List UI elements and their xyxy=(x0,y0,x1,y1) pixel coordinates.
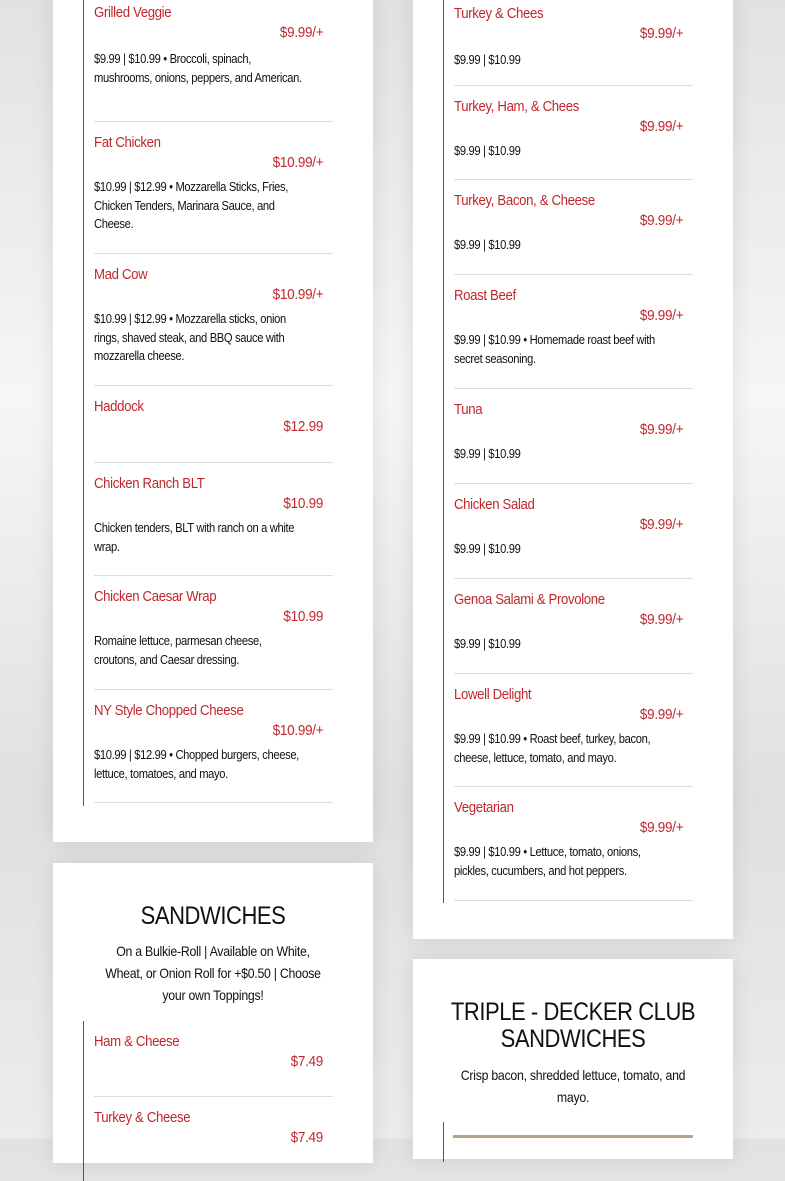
menu-item-description: $9.99 | $10.99 • Lettuce, tomato, onions, pickles, cucumbers, and hot peppers. xyxy=(454,844,641,878)
menu-item-list xyxy=(83,1021,334,1181)
menu-item-name: Turkey & Cheese xyxy=(94,1109,191,1126)
menu-item-price: $10.99 xyxy=(283,608,323,625)
menu-item-price: $7.49 xyxy=(290,1053,323,1070)
section-subtitle-text: Crisp bacon, shredded lettuce, tomato, and mayo. xyxy=(460,1067,686,1105)
menu-item-description: $10.99 | $12.99 • Mozzarella Sticks, Fries, Chicken Tenders, Marinara Sauce, and Cheese. xyxy=(94,179,288,232)
menu-item-description: $9.99 | $10.99 xyxy=(454,636,521,651)
menu-item[interactable] xyxy=(454,86,693,180)
menu-item[interactable] xyxy=(94,1097,333,1173)
menu-item-list xyxy=(443,1122,694,1162)
menu-item-description: $9.99 | $10.99 • Roast beef, turkey, bacon, cheese, lettuce, tomato, and mayo. xyxy=(454,731,651,765)
menu-item-name: Chicken Salad xyxy=(454,496,535,513)
menu-item-name: Tuna xyxy=(454,401,483,418)
menu-item-price: $9.99/+ xyxy=(639,421,683,438)
menu-card-club xyxy=(413,959,733,1159)
menu-item-price: $10.99/+ xyxy=(272,722,323,739)
section-subtitle-text: On a Bulkie-Roll | Available on White, Wheat, or Onion Roll for +$0.50 | Choose your own Toppings! xyxy=(105,943,321,1003)
menu-item[interactable] xyxy=(94,690,333,803)
section-subtitle xyxy=(443,1064,703,1108)
menu-card-left-top xyxy=(53,0,373,842)
menu-item-name: Chicken Caesar Wrap xyxy=(94,588,217,605)
menu-item[interactable] xyxy=(94,122,333,254)
menu-item-name: Vegetarian xyxy=(454,799,514,816)
menu-item-name: NY Style Chopped Cheese xyxy=(94,702,244,719)
menu-item-name: Genoa Salami & Provolone xyxy=(454,591,605,608)
menu-item[interactable] xyxy=(454,180,693,275)
menu-item-name: Lowell Delight xyxy=(454,686,532,703)
menu-item-name: Turkey & Chees xyxy=(454,5,544,22)
menu-item-price: $9.99/+ xyxy=(279,24,323,41)
menu-item-name: Chicken Ranch BLT xyxy=(94,475,205,492)
section-title-line-2: SANDWICHES xyxy=(500,1025,646,1053)
menu-item-price: $7.49 xyxy=(290,1129,323,1146)
menu-item[interactable] xyxy=(94,0,333,122)
menu-item-description: $10.99 | $12.99 • Mozzarella sticks, onion rings, shaved steak, and BBQ sauce with mozzarella cheese. xyxy=(94,311,286,364)
menu-item-price: $10.99 xyxy=(283,495,323,512)
menu-item-description: $10.99 | $12.99 • Chopped burgers, cheese, lettuce, tomatoes, and mayo. xyxy=(94,747,299,781)
menu-item-description: $9.99 | $10.99 • Homemade roast beef with secret seasoning. xyxy=(454,332,655,366)
menu-item-list xyxy=(443,0,694,903)
menu-item-price: $9.99/+ xyxy=(639,819,683,836)
menu-item[interactable] xyxy=(454,484,693,579)
menu-item-description: $9.99 | $10.99 • Broccoli, spinach, mushrooms, onions, peppers, and American. xyxy=(94,51,302,85)
menu-item[interactable] xyxy=(454,389,693,484)
menu-item-price: $10.99/+ xyxy=(272,154,323,171)
menu-item-description: $9.99 | $10.99 xyxy=(454,52,521,67)
menu-item-name: Haddock xyxy=(94,398,144,415)
menu-item-price: $9.99/+ xyxy=(639,118,683,135)
section-subtitle xyxy=(83,940,343,1006)
menu-item[interactable] xyxy=(454,787,693,901)
menu-item-name: Turkey, Bacon, & Cheese xyxy=(454,192,595,209)
menu-item[interactable] xyxy=(94,386,333,463)
menu-item[interactable] xyxy=(454,0,693,86)
menu-item-price: $9.99/+ xyxy=(639,307,683,324)
menu-item[interactable] xyxy=(94,576,333,690)
menu-item-price: $9.99/+ xyxy=(639,706,683,723)
menu-item[interactable] xyxy=(454,579,693,674)
menu-item-price: $9.99/+ xyxy=(639,25,683,42)
menu-item[interactable] xyxy=(454,275,693,389)
menu-item-price: $12.99 xyxy=(283,418,323,435)
menu-card-right-top xyxy=(413,0,733,939)
menu-item-name: Roast Beef xyxy=(454,287,516,304)
menu-item-name: Turkey, Ham, & Chees xyxy=(454,98,580,115)
menu-item-description: $9.99 | $10.99 xyxy=(454,541,521,556)
section-title: SANDWICHES xyxy=(140,902,286,930)
menu-item-description: Chicken tenders, BLT with ranch on a white wrap. xyxy=(94,520,295,554)
menu-item-price: $9.99/+ xyxy=(639,611,683,628)
menu-item-list xyxy=(83,0,334,806)
menu-item-name: Grilled Veggie xyxy=(94,4,172,21)
menu-item[interactable] xyxy=(94,1021,333,1097)
menu-item-name: Fat Chicken xyxy=(94,134,161,151)
menu-item-price: $9.99/+ xyxy=(639,212,683,229)
menu-item-description: $9.99 | $10.99 xyxy=(454,237,521,252)
menu-item-description: $9.99 | $10.99 xyxy=(454,143,521,158)
section-title-line-1: TRIPLE - DECKER CLUB xyxy=(450,998,696,1026)
menu-item-name: Mad Cow xyxy=(94,266,148,283)
menu-card-sandwiches xyxy=(53,863,373,1163)
menu-item[interactable] xyxy=(94,463,333,576)
menu-item-description: Romaine lettuce, parmesan cheese, croutons, and Caesar dressing. xyxy=(94,633,262,667)
menu-item-image-edge xyxy=(453,1135,693,1138)
menu-item[interactable] xyxy=(94,254,333,386)
menu-item-name: Ham & Cheese xyxy=(94,1033,180,1050)
menu-item-price: $10.99/+ xyxy=(272,286,323,303)
menu-item-price: $9.99/+ xyxy=(639,516,683,533)
menu-item[interactable] xyxy=(454,674,693,787)
menu-item-description: $9.99 | $10.99 xyxy=(454,446,521,461)
